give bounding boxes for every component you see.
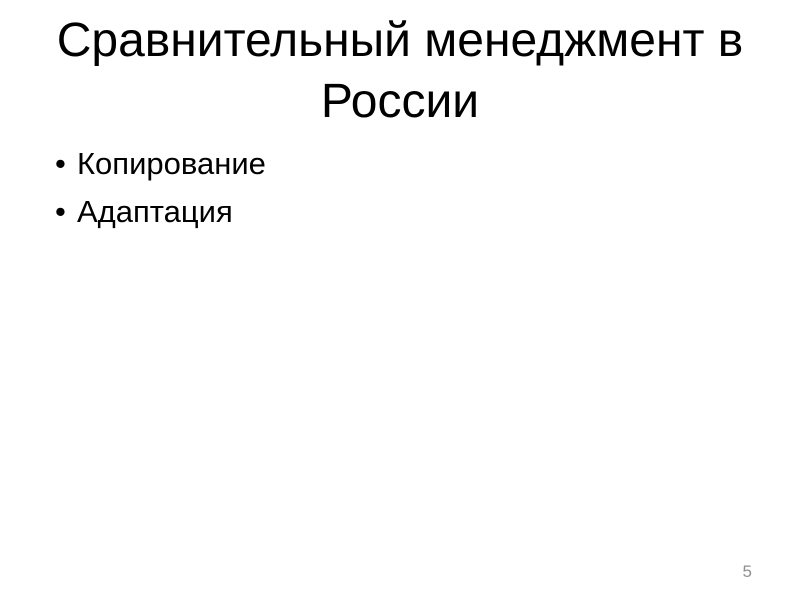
bullet-icon: • bbox=[55, 194, 66, 229]
bullet-list bbox=[55, 140, 755, 236]
bullet-item bbox=[55, 188, 755, 236]
bullet-text: Адаптация bbox=[77, 194, 233, 229]
page-number: 5 bbox=[742, 562, 752, 581]
bullet-text: Копирование bbox=[77, 146, 266, 181]
bullet-icon: • bbox=[55, 146, 66, 181]
slide-title: Сравнительный менеджмент в России bbox=[56, 14, 744, 128]
bullet-item bbox=[55, 140, 755, 188]
